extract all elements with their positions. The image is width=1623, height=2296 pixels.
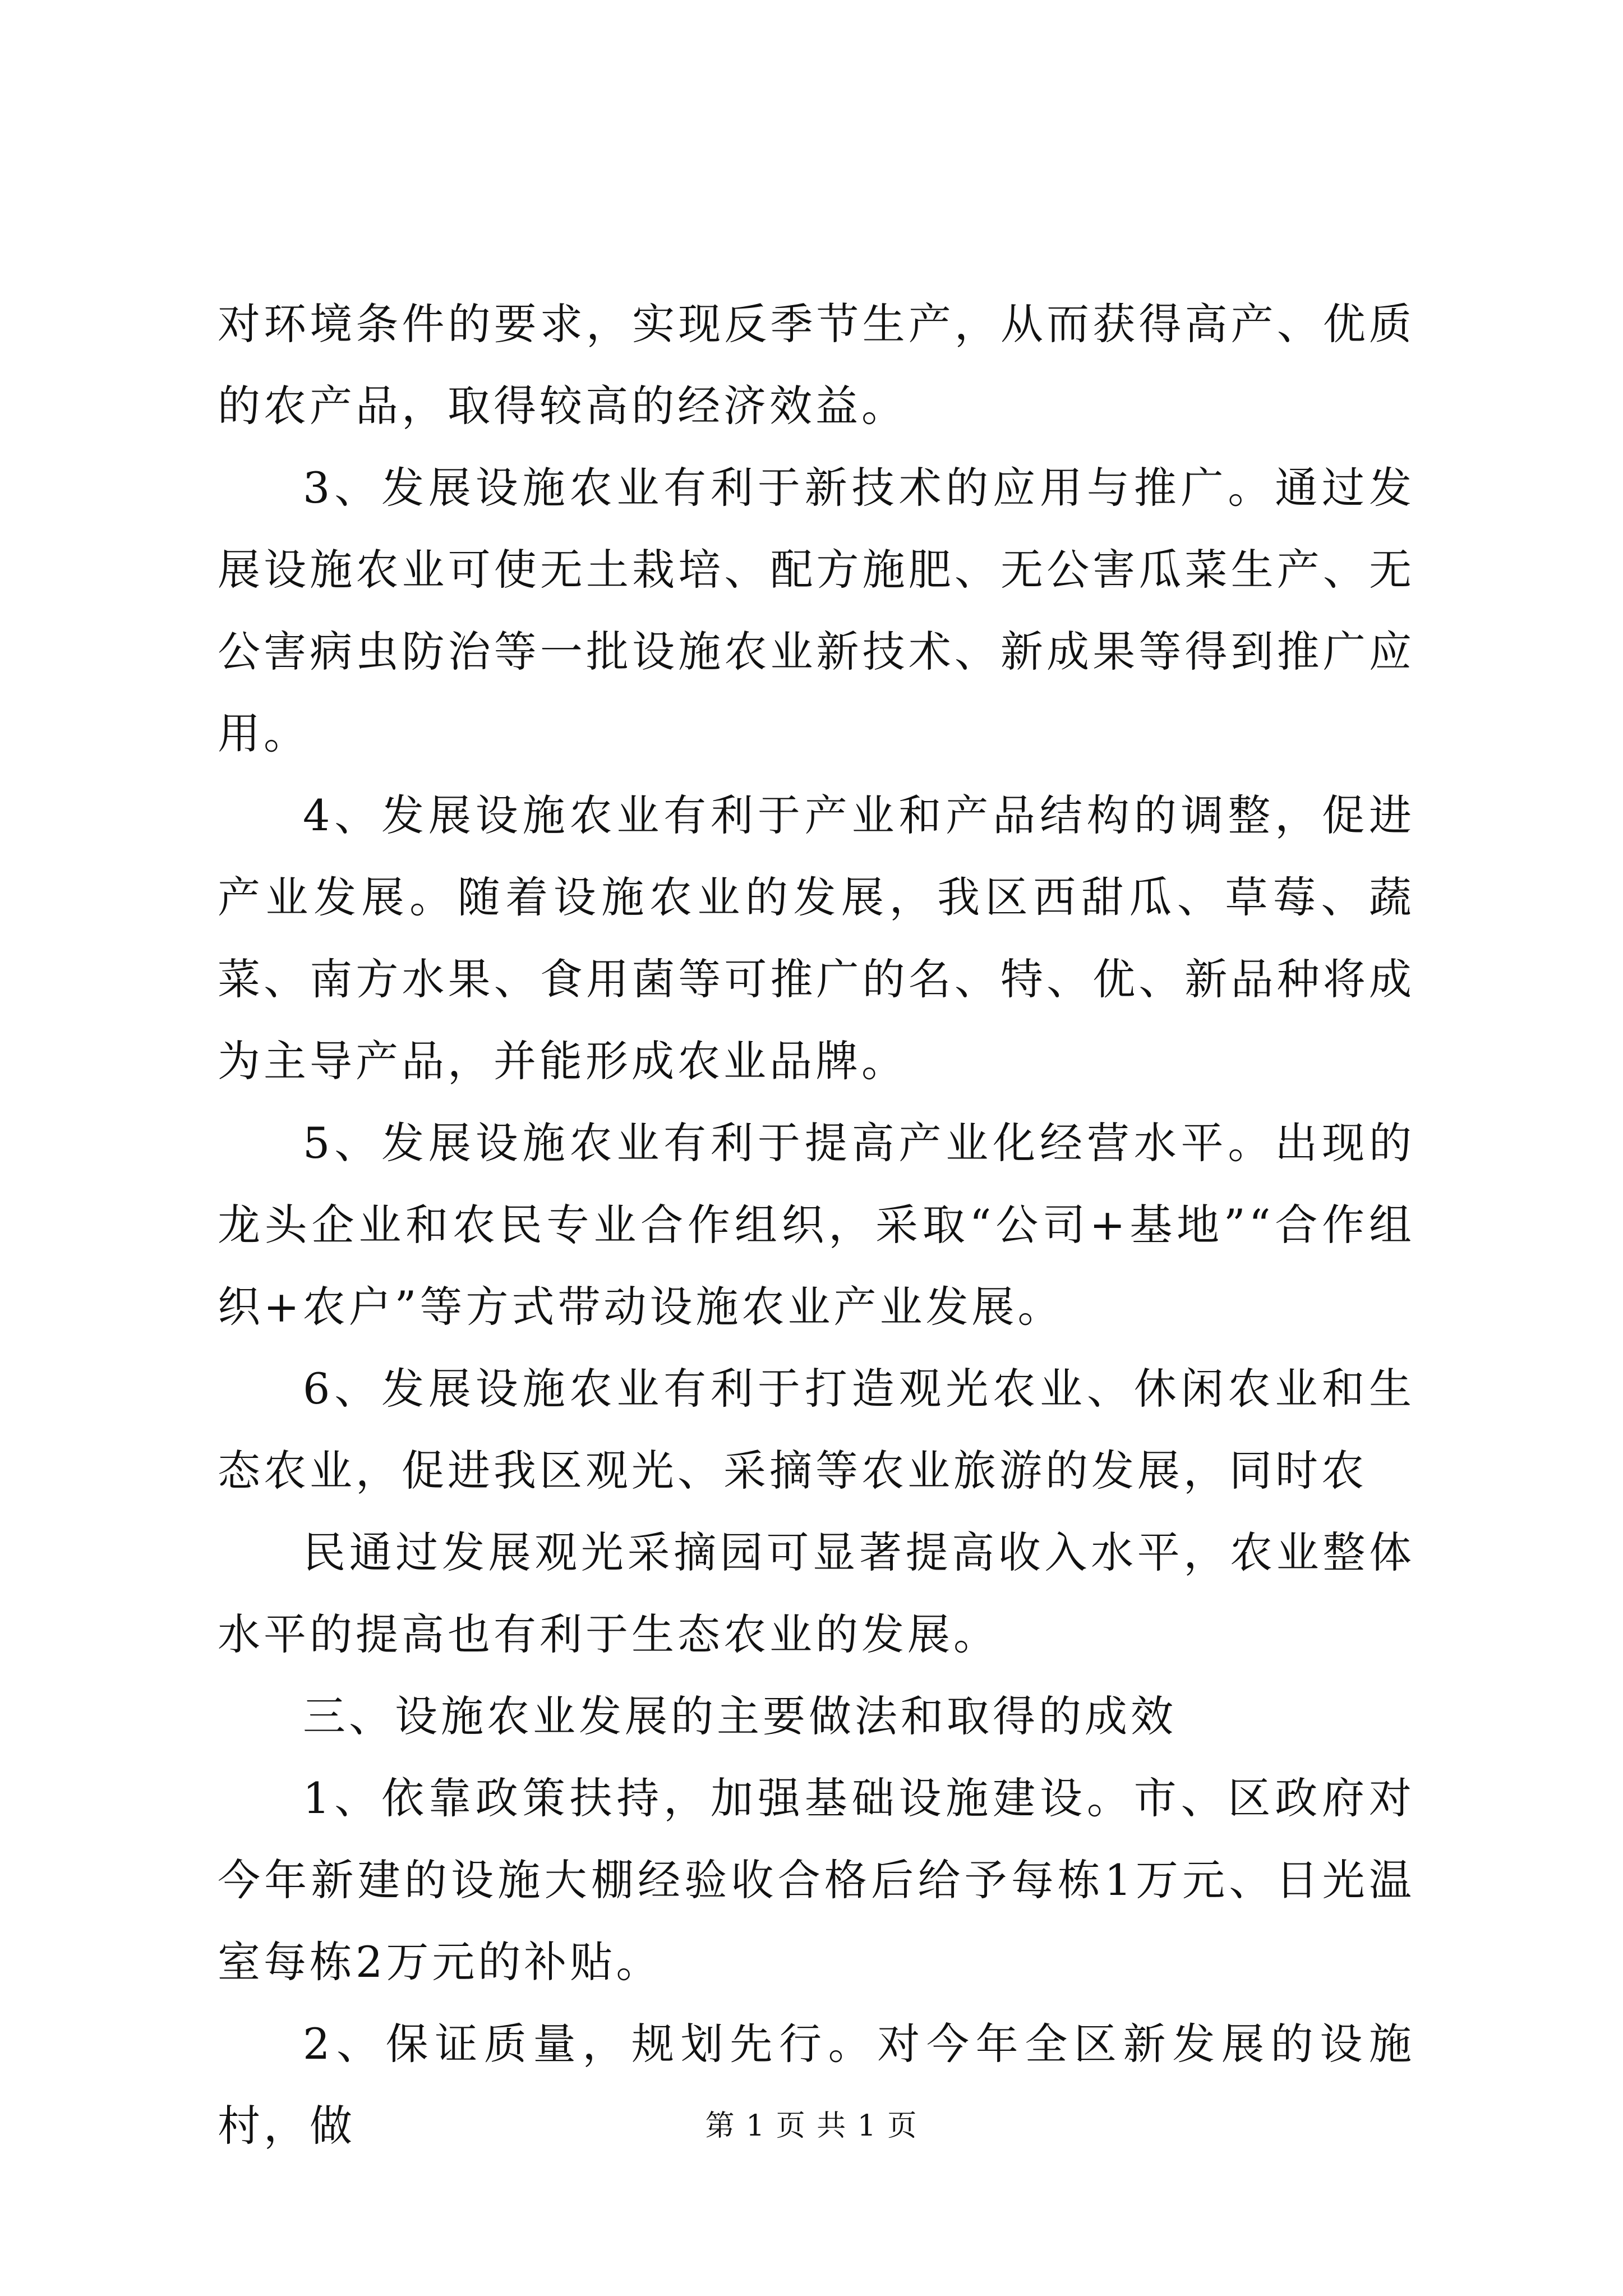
paragraph-1: 对环境条件的要求，实现反季节生产，从而获得高产、优质的农产品，取得较高的经济效益。 xyxy=(218,299,1415,431)
paragraph-2: 3、发展设施农业有利于新技术的应用与推广。通过发展设施农业可使无土栽培、配方施肥、无公害瓜菜生产、无公害病虫防治等一批设施农业新技术、新成果等得到推广应用。 xyxy=(218,463,1415,758)
paragraph-8: 2、保证质量，规划先行。对今年全区新发展的设施村，做 xyxy=(218,2019,1415,2151)
paragraph-3: 4、发展设施农业有利于产业和产品结构的调整，促进产业发展。随着设施农业的发展，我区西甜瓜、草莓、蔬菜、南方水果、食用菌等可推广的名、特、优、新品种将成为主导产品，并能形成农业品牌。 xyxy=(218,790,1415,1086)
paragraph-4: 5、发展设施农业有利于提高产业化经营水平。出现的龙头企业和农民专业合作组织，采取“公司+基地”“合作组织+农户”等方式带动设施农业产业发展。 xyxy=(218,1118,1415,1332)
paragraph-5: 6、发展设施农业有利于打造观光农业、休闲农业和生态农业，促进我区观光、采摘等农业旅游的发展，同时农 xyxy=(218,1364,1415,1496)
paragraph-7: 1、依靠政策扶持，加强基础设施建设。市、区政府对今年新建的设施大棚经验收合格后给予每栋1万元、日光温室每栋2万元的补贴。 xyxy=(218,1773,1415,1987)
section-heading: 三、设施农业发展的主要做法和取得的成效 xyxy=(303,1691,1177,1741)
paragraph-6: 民通过发展观光采摘园可显著提高收入水平，农业整体水平的提高也有利于生态农业的发展。 xyxy=(218,1527,1415,1659)
page-footer: 第 1 页 共 1 页 xyxy=(705,2109,918,2143)
document-body xyxy=(218,283,1415,2167)
